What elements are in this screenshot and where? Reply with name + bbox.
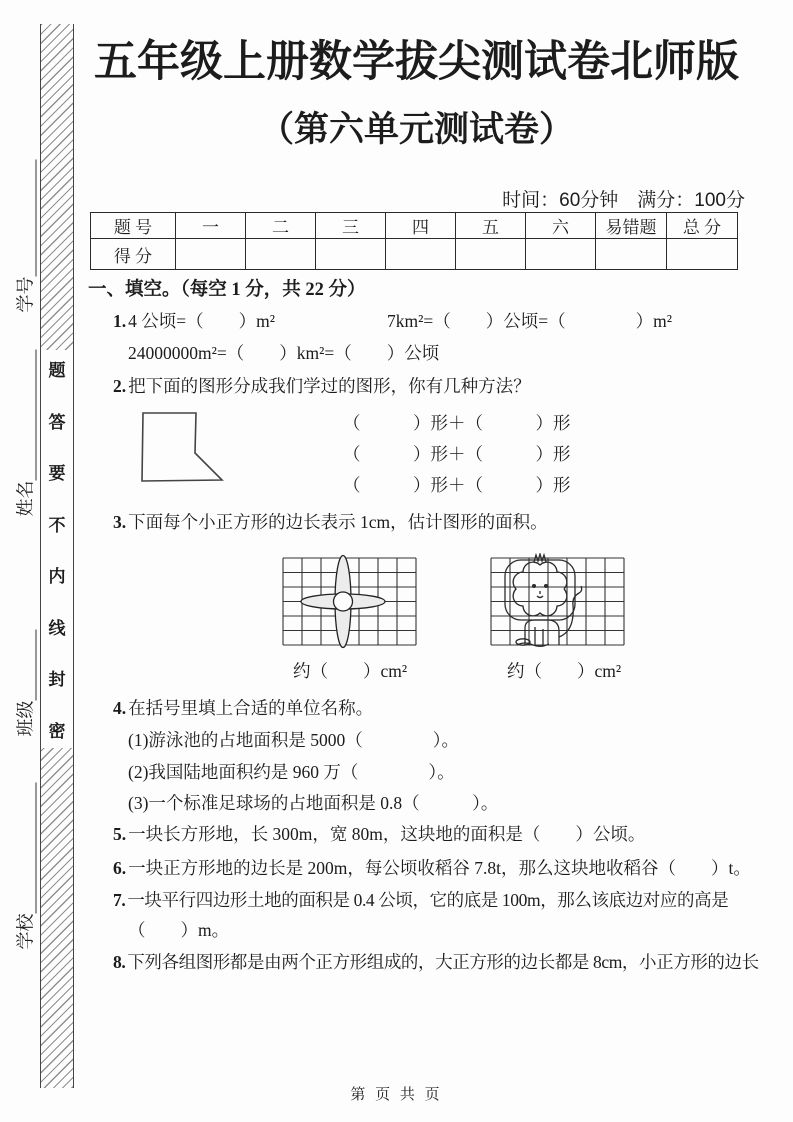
seal-line-text <box>41 350 73 748</box>
score-table-empty-cell <box>596 239 667 270</box>
field-blank-line <box>16 630 37 701</box>
score-table-header-cell: 三 <box>316 213 386 239</box>
question-6 <box>113 858 751 878</box>
seal-char: 题 <box>48 361 66 380</box>
question-2-answer-line: （ ）形＋（ ）形 <box>343 444 571 464</box>
score-table-header-cell: 一 <box>176 213 246 239</box>
question-8 <box>113 952 759 972</box>
field-student-name <box>9 350 37 517</box>
score-table-header-cell: 四 <box>386 213 456 239</box>
score-table <box>90 212 738 270</box>
question-number: 5. <box>113 824 127 844</box>
question-text: 在括号里填上合适的单位名称。 <box>128 698 374 718</box>
question-text: 7km²=（ ）公顷=（ ）m² <box>387 311 672 331</box>
field-label: 班级 <box>15 700 36 737</box>
question-1-line-2 <box>128 343 439 363</box>
time-score-info: 时间：60分钟 满分：100分 <box>502 190 745 211</box>
question-1-line-1a <box>113 311 275 331</box>
score-table-header-cell: 六 <box>526 213 596 239</box>
question-text: 一块长方形地，长 300m，宽 80m，这块地的面积是（ ）公顷。 <box>128 824 646 844</box>
question-1-line-1b <box>387 311 672 331</box>
seal-line-band <box>40 24 74 1088</box>
field-school <box>9 783 37 950</box>
score-table-empty-cell <box>667 239 738 270</box>
question-text: 24000000m²=（ ）km²=（ ）公顷 <box>128 343 440 363</box>
field-student-id <box>9 160 37 313</box>
question-4-item: (2)我国陆地面积约是 960 万（ ）。 <box>128 762 455 782</box>
question-4-item: (3)一个标准足球场的占地面积是 0.8（ ）。 <box>128 793 499 813</box>
field-label: 学号 <box>15 276 36 313</box>
field-label: 姓名 <box>15 480 36 517</box>
score-table-header-cell: 易错题 <box>596 213 667 239</box>
score-table-empty-cell <box>246 239 316 270</box>
grid-figure-lion <box>489 553 629 651</box>
field-blank-line <box>16 350 37 481</box>
field-blank-line <box>16 160 37 277</box>
seal-char: 答 <box>48 412 66 432</box>
question-number: 2. <box>113 376 127 396</box>
area-caption-right: 约（ ）cm² <box>507 661 622 681</box>
question-number: 1. <box>113 311 127 331</box>
question-2-answer-line: （ ）形＋（ ）形 <box>343 413 571 433</box>
question-text: 把下面的图形分成我们学过的图形，你有几种方法？ <box>128 376 531 396</box>
score-table-empty-cell <box>526 239 596 270</box>
seal-char: 线 <box>48 618 66 638</box>
question-number: 7. <box>113 890 126 910</box>
page-title: 五年级上册数学拔尖测试卷北师版 <box>94 38 739 86</box>
polygon-figure <box>137 407 229 489</box>
seal-char: 要 <box>48 464 66 484</box>
field-blank-line <box>16 783 37 914</box>
score-table-header-cell: 五 <box>456 213 526 239</box>
question-text: 一块正方形地的边长是 200m，每公顷收稻谷 7.8t，那么这块地收稻谷（ ）t。 <box>128 858 751 878</box>
question-7 <box>113 890 728 910</box>
question-text: 一块平行四边形土地的面积是 0.4 公顷，它的底是 100m，那么该底边对应的高是 <box>127 890 729 910</box>
grid-figure-ellipses <box>281 553 421 651</box>
question-text: 4 公顷=（ ）m² <box>128 311 275 331</box>
question-3 <box>113 512 548 532</box>
score-table-header-cell: 总 分 <box>667 213 738 239</box>
question-number: 6. <box>113 858 127 878</box>
question-text: 下面每个小正方形的边长表示 1cm，估计图形的面积。 <box>128 512 548 532</box>
field-label: 学校 <box>15 913 36 950</box>
question-7-line-2: （ ）m。 <box>128 920 230 940</box>
question-number: 8. <box>113 952 126 972</box>
question-4-item: (1)游泳池的占地面积是 5000（ ）。 <box>128 730 460 750</box>
score-table-empty-cell <box>176 239 246 270</box>
question-2-answer-line: （ ）形＋（ ）形 <box>343 475 571 495</box>
question-number: 3. <box>113 512 127 532</box>
score-table-empty-cell <box>456 239 526 270</box>
question-text: 下列各组图形都是由两个正方形组成的，大正方形的边长都是 8cm，小正方形的边长 <box>127 952 759 972</box>
page-subtitle: （第六单元测试卷） <box>258 110 574 149</box>
question-2 <box>113 376 531 396</box>
area-caption-left: 约（ ）cm² <box>293 661 408 681</box>
score-table-header-cell: 二 <box>246 213 316 239</box>
seal-char: 内 <box>48 567 66 587</box>
question-4 <box>113 698 373 718</box>
score-table-empty-cell <box>316 239 386 270</box>
section-1-heading: 一、填空。（每空 1 分，共 22 分） <box>88 280 366 300</box>
page-footer: 第 页 共 页 <box>350 1087 443 1103</box>
seal-char: 封 <box>48 670 66 690</box>
question-number: 4. <box>113 698 127 718</box>
lion-drawing <box>505 554 582 646</box>
question-5 <box>113 824 645 844</box>
score-table-row-label: 得 分 <box>91 239 176 270</box>
score-table-empty-cell <box>386 239 456 270</box>
seal-char: 密 <box>48 721 66 741</box>
field-class <box>9 630 37 737</box>
score-table-header-cell: 题 号 <box>91 213 176 239</box>
seal-char: 不 <box>48 515 66 535</box>
